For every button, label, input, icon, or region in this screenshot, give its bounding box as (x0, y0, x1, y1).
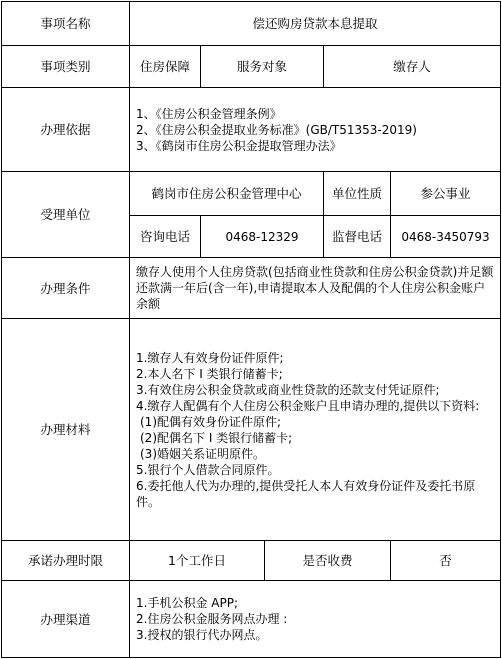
material-item: 4.缴存人配偶有个人住房公积金账户且申请办理的,提供以下资料: (136, 398, 480, 413)
basis-item: 2、《住房公积金提取业务标准》(GB/T51353-2019) (136, 122, 417, 137)
fee-label: 是否收费 (265, 541, 391, 581)
material-item: 3.有效住房公积金贷款或商业性贷款的还款支付凭证原件; (136, 382, 440, 397)
service-target-value: 缴存人 (324, 46, 501, 88)
conditions-label: 办理条件 (2, 258, 130, 319)
item-category-value: 住房保障 (130, 46, 201, 88)
materials-label: 办理材料 (2, 319, 130, 541)
basis-item: 3、《鹤岗市住房公积金提取管理办法》 (136, 138, 342, 153)
material-item: 6.委托他人代为办理的,提供受托人本人有效身份证件及委托书原件。 (136, 478, 476, 509)
unit-name: 鹤岗市住房公积金管理中心 (130, 172, 324, 216)
service-target-label: 服务对象 (201, 46, 324, 88)
material-item: 1.缴存人有效身份证件原件; (136, 350, 284, 365)
unit-label: 受理单位 (2, 172, 130, 258)
item-name-label: 事项名称 (2, 2, 130, 46)
material-item: 5.银行个人借款合同原件。 (136, 462, 280, 477)
channels-list (130, 581, 501, 658)
row-materials (2, 319, 501, 541)
channel-item: 1.手机公积金 APP; (136, 596, 238, 610)
row-unit (2, 172, 501, 216)
material-subitem: (3)婚姻关系证明原件。 (140, 446, 265, 461)
material-item: 2.本人名下 I 类银行储蓄卡; (136, 366, 283, 381)
item-category-label: 事项类别 (2, 46, 130, 88)
fee-value: 否 (391, 541, 501, 581)
row-conditions (2, 258, 501, 319)
row-item-category (2, 46, 501, 88)
basis-item: 1、《住房公积金管理条例》 (136, 106, 282, 121)
consult-phone-value: 0468-12329 (201, 216, 324, 258)
row-promise (2, 541, 501, 581)
row-channels (2, 581, 501, 658)
item-name-value: 偿还购房贷款本息提取 (130, 2, 501, 46)
channels-label: 办理渠道 (2, 581, 130, 658)
row-item-name (2, 2, 501, 46)
basis-list (130, 88, 501, 172)
conditions-text: 缴存人使用个人住房贷款(包括商业性贷款和住房公积金贷款)并足额还款满一年后(含一年),申请提取本人及配偶的个人住房公积金账户余额 (130, 258, 501, 319)
channel-item: 3.授权的银行代办网点。 (136, 628, 268, 642)
row-basis (2, 88, 501, 172)
unit-nature-label: 单位性质 (324, 172, 391, 216)
promise-value: 1个工作日 (130, 541, 265, 581)
promise-label: 承诺办理时限 (2, 541, 130, 581)
material-subitem: (2)配偶名下 I 类银行储蓄卡; (140, 430, 293, 445)
unit-nature-value: 参公事业 (391, 172, 501, 216)
consult-phone-label: 咨询电话 (130, 216, 201, 258)
basis-label: 办理依据 (2, 88, 130, 172)
materials-list (130, 319, 501, 541)
supervise-phone-value: 0468-3450793 (391, 216, 501, 258)
material-subitem: (1)配偶有效身份证件原件; (140, 414, 282, 429)
channel-item: 2.住房公积金服务网点办理 : (136, 612, 288, 626)
supervise-phone-label: 监督电话 (324, 216, 391, 258)
service-guide-table (1, 1, 500, 658)
